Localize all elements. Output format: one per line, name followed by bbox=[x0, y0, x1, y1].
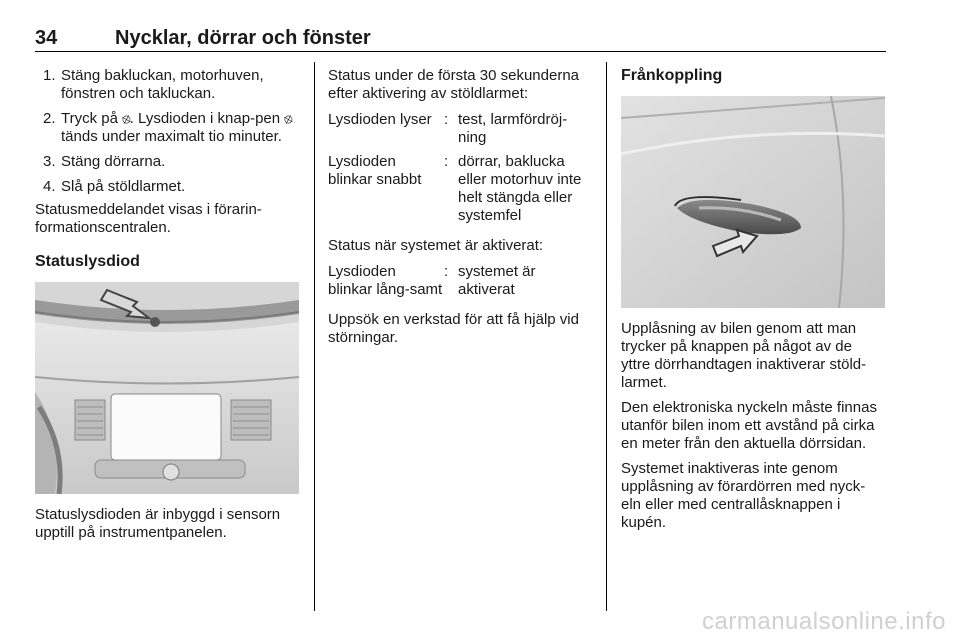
column-divider bbox=[606, 62, 607, 611]
step-number: 3. bbox=[43, 153, 56, 170]
middle-column bbox=[328, 67, 594, 347]
status-label: Lysdioden blinkar snabbt bbox=[328, 153, 422, 188]
first-status-table bbox=[328, 111, 594, 225]
step-number: 4. bbox=[43, 178, 56, 195]
step-text: Stäng bakluckan, motorhuven, fönstren och takluckan. bbox=[61, 67, 264, 102]
section-heading: Statuslysdiod bbox=[35, 253, 140, 270]
status-separator: : bbox=[444, 153, 449, 170]
status-label: Lysdioden blinkar lång-samt bbox=[328, 263, 443, 298]
alarm-icon: ⦻ bbox=[120, 110, 132, 127]
status-value: dörrar, baklucka eller motorhuv inte helt stängda eller systemfel bbox=[458, 153, 582, 224]
status-separator: : bbox=[444, 263, 449, 280]
page-header bbox=[35, 27, 886, 53]
dashboard-image bbox=[35, 282, 299, 494]
page-title: Nycklar, dörrar och fönster bbox=[115, 27, 371, 49]
active-status-intro: Status när systemet är aktiverat: bbox=[328, 237, 544, 254]
status-row bbox=[328, 153, 594, 225]
right-column bbox=[621, 67, 885, 532]
step-number: 2. bbox=[43, 110, 56, 127]
active-status-table bbox=[328, 263, 594, 299]
image-caption: Statuslysdioden är inbyggd i sensorn upptill på instrumentpanelen. bbox=[35, 506, 281, 541]
page-number: 34 bbox=[35, 27, 58, 49]
step-number: 1. bbox=[43, 67, 56, 84]
status-intro-text: Status under de första 30 sekunderna efter aktivering av stöldlarmet: bbox=[328, 67, 580, 102]
step-item bbox=[35, 178, 301, 196]
step-text: Stäng dörrarna. bbox=[61, 153, 166, 170]
status-value: systemet är aktiverat bbox=[458, 263, 536, 298]
step-item bbox=[35, 110, 301, 146]
step-text: Tryck på bbox=[61, 110, 123, 127]
step-text: tänds under maximalt tio minuter. bbox=[61, 128, 282, 145]
column-divider bbox=[314, 62, 315, 611]
status-separator: : bbox=[444, 111, 449, 128]
status-value: test, larmfördröj-ning bbox=[458, 111, 568, 146]
right-paragraph: Den elektroniska nyckeln måste finnas utanför bilen inom ett avstånd på cirka en meter från den aktuella dörrsidan. bbox=[621, 399, 877, 452]
steps-list bbox=[35, 67, 301, 196]
step-text: . Lysdioden i knap-pen bbox=[129, 110, 285, 127]
watermark: carmanualsonline.info bbox=[702, 608, 946, 635]
help-text: Uppsök en verkstad för att få hjälp vid störningar. bbox=[328, 311, 579, 346]
step-item bbox=[35, 67, 301, 103]
status-row bbox=[328, 263, 594, 299]
alarm-icon: ⦻ bbox=[282, 110, 294, 127]
status-message-text: Statusmeddelandet visas i förarin-formationscentralen. bbox=[35, 201, 262, 236]
section-heading: Frånkoppling bbox=[621, 67, 723, 84]
step-text: Slå på stöldlarmet. bbox=[61, 178, 186, 195]
right-paragraph: Systemet inaktiveras inte genom upplåsning av förardörren med nyck-eln eller med centrallåsknappen i kupén. bbox=[621, 460, 866, 531]
header-rule bbox=[35, 51, 886, 52]
door-handle-image bbox=[621, 96, 885, 308]
left-column bbox=[35, 67, 301, 542]
right-paragraph: Upplåsning av bilen genom att man trycker på knappen på något av de yttre dörrhandtagen inaktiverar stöld-larmet. bbox=[621, 320, 867, 391]
status-row bbox=[328, 111, 594, 147]
step-item bbox=[35, 153, 301, 171]
status-label: Lysdioden lyser bbox=[328, 111, 432, 128]
